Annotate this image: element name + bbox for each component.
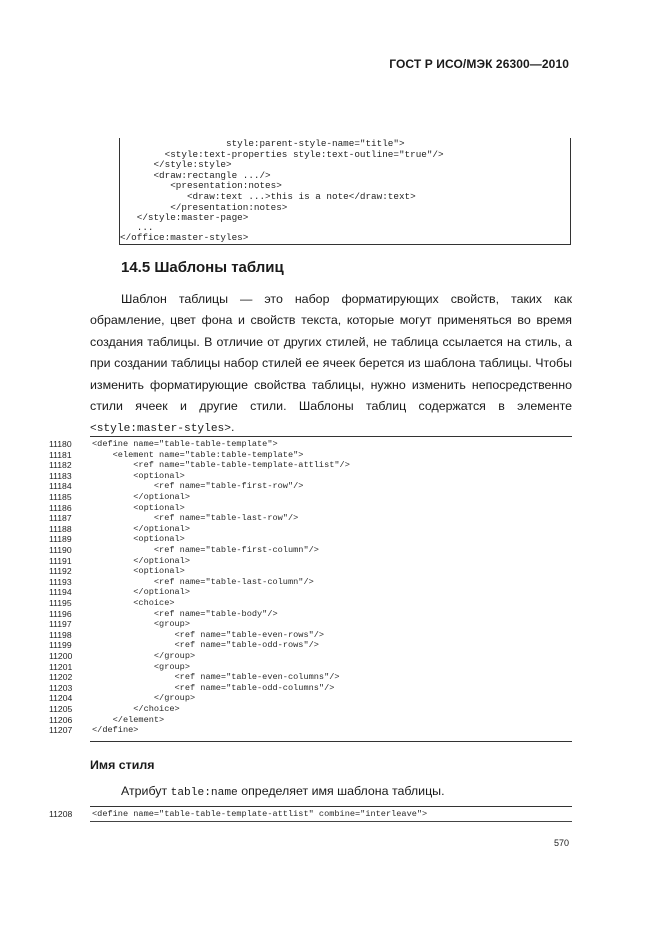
line-code: <ref name="table-first-row"/> — [92, 481, 304, 492]
line-code: <ref name="table-last-row"/> — [92, 513, 299, 524]
body-paragraph — [90, 289, 572, 439]
element-suffix: . — [231, 420, 235, 435]
line-number: 11188 — [49, 523, 72, 534]
schema-code-block — [0, 439, 661, 739]
code-line — [0, 471, 661, 482]
line-code: </define> — [92, 725, 139, 736]
code-line: <style:text-properties style:text-outline="true"/> — [120, 149, 444, 160]
line-code: </group> — [92, 651, 196, 661]
line-code: <ref name="table-table-template-attlist"/> — [92, 460, 350, 471]
code-line — [0, 704, 661, 715]
line-number: 11203 — [49, 682, 73, 693]
line-code: </optional> — [92, 523, 190, 534]
code-line — [0, 566, 661, 577]
line-number: 11191 — [49, 555, 72, 566]
code-line — [0, 450, 661, 461]
code-line: ... — [120, 222, 154, 233]
code-line — [0, 503, 661, 514]
code-line — [0, 556, 661, 567]
line-number: 11183 — [49, 470, 72, 481]
line-number: 11195 — [49, 598, 72, 608]
line-number: 11181 — [49, 449, 72, 460]
code-line — [0, 587, 661, 598]
code-line: <presentation:notes> — [120, 180, 282, 191]
code-line — [0, 630, 661, 641]
paragraph-line: изменить форматирующие свойства таблицы, нужно изменить непосредственно — [90, 377, 572, 392]
attribute-code: table:name — [170, 787, 238, 799]
line-code: <optional> — [92, 470, 185, 481]
code-line — [0, 672, 661, 683]
code-line — [0, 534, 661, 545]
code-line: </style:master-page> — [120, 212, 249, 223]
code-line — [0, 577, 661, 588]
code-line — [0, 651, 661, 662]
line-code: </optional> — [92, 555, 190, 566]
page-number: 570 — [553, 838, 569, 848]
code-line — [0, 609, 661, 620]
code-line — [0, 545, 661, 556]
code-line — [0, 439, 661, 450]
line-number: 11184 — [49, 481, 72, 492]
code-line — [0, 460, 661, 471]
code-line — [0, 809, 661, 820]
code-line — [0, 598, 661, 609]
document-header-title: ГОСТ Р ИСО/МЭК 26300—2010 — [389, 57, 569, 71]
code-line: </presentation:notes> — [120, 202, 288, 213]
code-line — [0, 492, 661, 503]
line-code: <ref name="table-first-column"/> — [92, 545, 319, 555]
line-code: <group> — [92, 619, 190, 630]
line-number: 11200 — [49, 651, 73, 661]
line-number: 11199 — [49, 640, 72, 651]
line-number: 11197 — [49, 619, 72, 630]
line-code: <group> — [92, 661, 190, 672]
line-number: 11205 — [49, 704, 73, 714]
line-code: <optional> — [92, 534, 185, 545]
text-prefix: Атрибут — [121, 784, 171, 798]
line-code: <optional> — [92, 566, 185, 577]
subsection-heading: Имя стиля — [90, 758, 155, 772]
text-suffix: определяет имя шаблона таблицы. — [237, 784, 445, 798]
line-code: </choice> — [92, 704, 180, 714]
last-code-top-rule — [90, 806, 572, 807]
line-number: 11201 — [49, 661, 73, 672]
line-code: <ref name="table-even-rows"/> — [92, 629, 325, 640]
line-number: 11192 — [49, 566, 72, 577]
line-code: </element> — [92, 714, 165, 725]
line-number: 11206 — [49, 714, 73, 725]
line-code: <ref name="table-odd-columns"/> — [92, 682, 335, 693]
code-line: <draw:rectangle .../> — [120, 170, 271, 181]
line-code: <element name="table:table-template"> — [92, 449, 304, 460]
last-code-bottom-rule — [90, 821, 572, 822]
top-code-block — [119, 138, 571, 245]
line-number: 11207 — [49, 725, 73, 736]
paragraph-line: при создании таблицы набор стилей ее ячеек берется из шаблона таблицы. Чтобы — [90, 356, 572, 371]
line-code: <define name="table-table-template"> — [92, 439, 278, 449]
line-number: 11208 — [49, 809, 73, 819]
line-number: 11202 — [49, 672, 73, 683]
line-code: </group> — [92, 693, 196, 704]
code-bottom-rule — [90, 741, 572, 742]
line-number: 11204 — [49, 693, 73, 704]
code-line — [0, 662, 661, 673]
line-number: 11190 — [49, 545, 72, 555]
code-line — [0, 640, 661, 651]
line-number: 11180 — [49, 439, 72, 449]
code-line — [0, 481, 661, 492]
line-number: 11182 — [49, 460, 72, 471]
code-line: style:parent-style-name="title"> — [120, 138, 405, 149]
line-number: 11193 — [49, 576, 72, 587]
line-code: <optional> — [92, 502, 185, 513]
line-code: <define name="table-table-template-attlist" combine="interleave"> — [92, 809, 428, 819]
code-line — [0, 693, 661, 704]
line-number: 11198 — [49, 629, 72, 640]
code-line — [0, 513, 661, 524]
line-code: <choice> — [92, 598, 175, 608]
line-code: <ref name="table-even-columns"/> — [92, 672, 340, 683]
line-number: 11196 — [49, 608, 72, 619]
line-code: <ref name="table-odd-rows"/> — [92, 640, 319, 651]
line-code: </optional> — [92, 492, 190, 502]
code-line — [0, 683, 661, 694]
line-number: 11185 — [49, 492, 72, 502]
line-code: <ref name="table-last-column"/> — [92, 576, 314, 587]
code-line: <draw:text ...>this is a note</draw:text> — [120, 191, 416, 202]
code-line — [0, 619, 661, 630]
line-number: 11189 — [49, 534, 72, 545]
line-number: 11186 — [49, 502, 72, 513]
section-heading: 14.5 Шаблоны таблиц — [121, 259, 284, 276]
paragraph-line: обрамление, цвет фона и свойств текста, которые могут применяться во время — [90, 313, 572, 328]
element-code: <style:master-styles> — [90, 423, 231, 436]
code-line: </office:master-styles> — [120, 232, 249, 243]
code-line — [0, 524, 661, 535]
code-top-rule — [90, 436, 572, 437]
attribute-description — [121, 784, 445, 799]
line-code: </optional> — [92, 587, 190, 598]
paragraph-line: создания таблицы. В отличие от других стилей, не таблица ссылается на стиль, а — [90, 334, 572, 349]
paragraph-line: стили ячеек и другие стили. Шаблоны таблиц содержатся в элементе — [90, 398, 572, 413]
line-code: <ref name="table-body"/> — [92, 608, 278, 619]
code-line: </style:style> — [120, 159, 232, 170]
code-line — [0, 725, 661, 736]
paragraph-line: Шаблон таблицы — это набор форматирующих свойств, таких как — [121, 292, 572, 306]
line-number: 11194 — [49, 587, 72, 598]
line-number: 11187 — [49, 513, 72, 524]
code-line — [0, 715, 661, 726]
